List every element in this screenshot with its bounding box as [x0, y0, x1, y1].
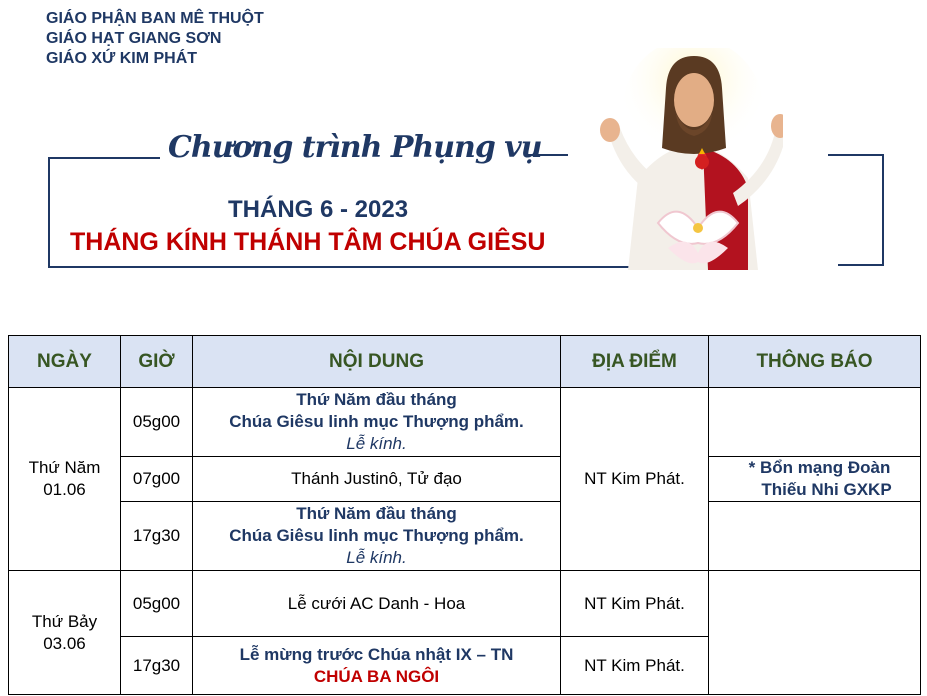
time-cell: 17g30: [121, 637, 193, 695]
table-header-row: [9, 336, 921, 388]
content-cell: Lễ mừng trước Chúa nhật IX – TN CHÚA BA NGÔI: [193, 637, 561, 695]
time-cell: 17g30: [121, 502, 193, 571]
location-cell: NT Kim Phát.: [561, 571, 709, 637]
header-content: NỘI DUNG: [193, 336, 561, 388]
content-cell: Thứ Năm đầu tháng Chúa Giêsu linh mục Thượng phẩm. Lễ kính.: [193, 388, 561, 457]
notice-cell: [709, 502, 921, 571]
location-cell: NT Kim Phát.: [561, 388, 709, 571]
table-row: [9, 571, 921, 637]
header-notice: THÔNG BÁO: [709, 336, 921, 388]
notice-cell: [709, 571, 921, 695]
notice-cell: [709, 388, 921, 457]
notice-cell: * Bổn mạng Đoàn Thiếu Nhi GXKP: [709, 457, 921, 502]
header-date: NGÀY: [9, 336, 121, 388]
diocese-line: GIÁO PHẬN BAN MÊ THUỘT: [46, 10, 264, 27]
time-cell: 05g00: [121, 388, 193, 457]
deanery-line: GIÁO HẠT GIANG SƠN: [46, 30, 222, 47]
table-row: [9, 502, 921, 571]
content-cell: Thứ Năm đầu tháng Chúa Giêsu linh mục Thượng phẩm. Lễ kính.: [193, 502, 561, 571]
script-title: Chương trình Phụng vụ: [168, 130, 542, 165]
table-row: [9, 457, 921, 502]
date-cell: Thứ Năm 01.06: [9, 388, 121, 571]
location-cell: NT Kim Phát.: [561, 637, 709, 695]
header-location: ĐỊA ĐIỂM: [561, 336, 709, 388]
time-cell: 07g00: [121, 457, 193, 502]
parish-line: GIÁO XỨ KIM PHÁT: [46, 50, 198, 67]
feast-title: THÁNG KÍNH THÁNH TÂM CHÚA GIÊSU: [70, 228, 546, 256]
sacred-heart-illustration: [598, 48, 783, 270]
parish-header: [46, 9, 264, 69]
content-cell: Lễ cưới AC Danh - Hoa: [193, 571, 561, 637]
table-row: [9, 388, 921, 457]
time-cell: 05g00: [121, 571, 193, 637]
content-cell: Thánh Justinô, Tử đạo: [193, 457, 561, 502]
header-time: GIỜ: [121, 336, 193, 388]
month-title: THÁNG 6 - 2023: [228, 196, 409, 223]
schedule-table: [8, 335, 921, 695]
date-cell: Thứ Bảy 03.06: [9, 571, 121, 695]
